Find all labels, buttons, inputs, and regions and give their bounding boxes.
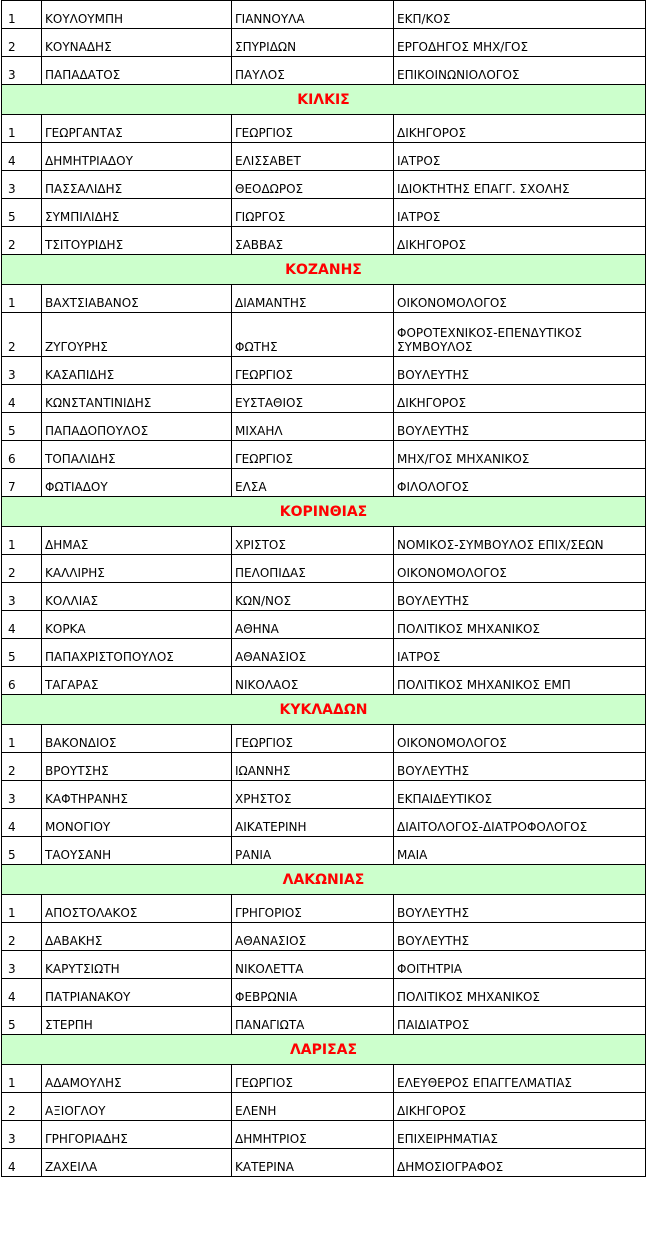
table-row [2,1,646,29]
table-row [2,413,646,441]
surname-cell: ΓΕΩΡΓΑΝΤΑΣ [42,115,232,143]
table-row [2,1007,646,1035]
table-row [2,895,646,923]
first-name-cell: ΧΡΗΣΤΟΣ [232,781,394,809]
occupation-cell: ΙΑΤΡΟΣ [394,639,646,667]
occupation-cell: ΙΑΤΡΟΣ [394,199,646,227]
first-name-cell: ΜΙΧΑΗΛ [232,413,394,441]
occupation-cell: ΠΟΛΙΤΙΚΟΣ ΜΗΧΑΝΙΚΟΣ ΕΜΠ [394,667,646,695]
table-row [2,639,646,667]
section-title: ΛΑΡΙΣΑΣ [2,1035,646,1065]
surname-cell: ΜΟΝΟΓΙΟΥ [42,809,232,837]
first-name-cell: ΚΑΤΕΡΙΝΑ [232,1149,394,1177]
table-row [2,725,646,753]
table-row [2,171,646,199]
row-number: 5 [2,413,42,441]
table-row [2,979,646,1007]
section-title: ΚΙΛΚΙΣ [2,85,646,115]
row-number: 6 [2,441,42,469]
occupation-cell: ΟΙΚΟΝΟΜΟΛΟΓΟΣ [394,555,646,583]
row-number: 2 [2,313,42,357]
occupation-cell: ΙΑΤΡΟΣ [394,143,646,171]
surname-cell: ΔΑΒΑΚΗΣ [42,923,232,951]
first-name-cell: ΦΕΒΡΩΝΙΑ [232,979,394,1007]
surname-cell: ΚΩΝΣΤΑΝΤΙΝΙΔΗΣ [42,385,232,413]
first-name-cell: ΘΕΟΔΩΡΟΣ [232,171,394,199]
table-row [2,227,646,255]
first-name-cell: ΑΘΗΝΑ [232,611,394,639]
row-number: 2 [2,227,42,255]
row-number: 2 [2,555,42,583]
first-name-cell: ΓΕΩΡΓΙΟΣ [232,725,394,753]
first-name-cell: ΑΙΚΑΤΕΡΙΝΗ [232,809,394,837]
surname-cell: ΚΑΛΛΙΡΗΣ [42,555,232,583]
first-name-cell: ΓΕΩΡΓΙΟΣ [232,357,394,385]
section-header-row [2,255,646,285]
section-title: ΚΥΚΛΑΔΩΝ [2,695,646,725]
row-number: 5 [2,1007,42,1035]
occupation-cell: ΜΗΧ/ΓΟΣ ΜΗΧΑΝΙΚΟΣ [394,441,646,469]
row-number: 3 [2,171,42,199]
table-row [2,923,646,951]
table-row [2,143,646,171]
surname-cell: ΤΑΟΥΣΑΝΗ [42,837,232,865]
table-row [2,385,646,413]
row-number: 5 [2,199,42,227]
occupation-cell: ΕΛΕΥΘΕΡΟΣ ΕΠΑΓΓΕΛΜΑΤΙΑΣ [394,1065,646,1093]
occupation-cell: ΙΔΙΟΚΤΗΤΗΣ ΕΠΑΓΓ. ΣΧΟΛΗΣ [394,171,646,199]
table-row [2,115,646,143]
surname-cell: ΚΟΥΝΑΔΗΣ [42,29,232,57]
occupation-cell: ΔΙΚΗΓΟΡΟΣ [394,385,646,413]
surname-cell: ΓΡΗΓΟΡΙΑΔΗΣ [42,1121,232,1149]
row-number: 4 [2,385,42,413]
section-title: ΚΟΖΑΝΗΣ [2,255,646,285]
surname-cell: ΑΠΟΣΤΟΛΑΚΟΣ [42,895,232,923]
row-number: 3 [2,357,42,385]
row-number: 4 [2,979,42,1007]
table-row [2,781,646,809]
occupation-cell: ΟΙΚΟΝΟΜΟΛΟΓΟΣ [394,285,646,313]
surname-cell: ΚΑΡΥΤΣΙΩΤΗ [42,951,232,979]
row-number: 3 [2,57,42,85]
table-row [2,527,646,555]
row-number: 1 [2,1065,42,1093]
first-name-cell: ΕΛΕΝΗ [232,1093,394,1121]
section-header-row [2,695,646,725]
section-title: ΚΟΡΙΝΘΙΑΣ [2,497,646,527]
table-row [2,555,646,583]
surname-cell: ΣΤΕΡΠΗ [42,1007,232,1035]
table-row [2,837,646,865]
table-row [2,1093,646,1121]
row-number: 3 [2,781,42,809]
row-number: 1 [2,1,42,29]
row-number: 1 [2,527,42,555]
first-name-cell: ΝΙΚΟΛΕΤΤΑ [232,951,394,979]
table-row [2,667,646,695]
first-name-cell: ΠΑΥΛΟΣ [232,57,394,85]
occupation-cell: ΔΙΚΗΓΟΡΟΣ [394,115,646,143]
occupation-cell: ΜΑΙΑ [394,837,646,865]
row-number: 3 [2,583,42,611]
first-name-cell: ΠΑΝΑΓΙΩΤΑ [232,1007,394,1035]
first-name-cell: ΑΘΑΝΑΣΙΟΣ [232,923,394,951]
row-number: 7 [2,469,42,497]
first-name-cell: ΦΩΤΗΣ [232,313,394,357]
surname-cell: ΒΑΚΟΝΔΙΟΣ [42,725,232,753]
row-number: 4 [2,1149,42,1177]
first-name-cell: ΔΙΑΜΑΝΤΗΣ [232,285,394,313]
first-name-cell: ΡΑΝΙΑ [232,837,394,865]
occupation-cell: ΔΗΜΟΣΙΟΓΡΑΦΟΣ [394,1149,646,1177]
first-name-cell: ΓΡΗΓΟΡΙΟΣ [232,895,394,923]
table-row [2,1065,646,1093]
first-name-cell: ΕΥΣΤΑΘΙΟΣ [232,385,394,413]
surname-cell: ΑΔΑΜΟΥΛΗΣ [42,1065,232,1093]
occupation-cell: ΔΙΚΗΓΟΡΟΣ [394,227,646,255]
row-number: 6 [2,667,42,695]
first-name-cell: ΣΠΥΡΙΔΩΝ [232,29,394,57]
surname-cell: ΠΑΠΑΔΑΤΟΣ [42,57,232,85]
table-row [2,1121,646,1149]
row-number: 5 [2,639,42,667]
surname-cell: ΠΑΣΣΑΛΙΔΗΣ [42,171,232,199]
surname-cell: ΠΑΤΡΙΑΝΑΚΟΥ [42,979,232,1007]
table-row [2,611,646,639]
first-name-cell: ΓΕΩΡΓΙΟΣ [232,1065,394,1093]
surname-cell: ΒΡΟΥΤΣΗΣ [42,753,232,781]
first-name-cell: ΔΗΜΗΤΡΙΟΣ [232,1121,394,1149]
occupation-cell: ΕΚΠΑΙΔΕΥΤΙΚΟΣ [394,781,646,809]
surname-cell: ΑΞΙΟΓΛΟΥ [42,1093,232,1121]
first-name-cell: ΓΙΩΡΓΟΣ [232,199,394,227]
first-name-cell: ΕΛΣΑ [232,469,394,497]
section-header-row [2,85,646,115]
surname-cell: ΚΟΛΛΙΑΣ [42,583,232,611]
row-number: 1 [2,895,42,923]
surname-cell: ΠΑΠΑΔΟΠΟΥΛΟΣ [42,413,232,441]
surname-cell: ΖΑΧΕΙΛΑ [42,1149,232,1177]
surname-cell: ΤΟΠΑΛΙΔΗΣ [42,441,232,469]
first-name-cell: ΠΕΛΟΠΙΔΑΣ [232,555,394,583]
occupation-cell: ΠΟΛΙΤΙΚΟΣ ΜΗΧΑΝΙΚΟΣ [394,979,646,1007]
section-header-row [2,1035,646,1065]
surname-cell: ΚΟΥΛΟΥΜΠΗ [42,1,232,29]
first-name-cell: ΑΘΑΝΑΣΙΟΣ [232,639,394,667]
row-number: 2 [2,753,42,781]
first-name-cell: ΓΙΑΝΝΟΥΛΑ [232,1,394,29]
occupation-cell: ΔΙΑΙΤΟΛΟΓΟΣ-ΔΙΑΤΡΟΦΟΛΟΓΟΣ [394,809,646,837]
surname-cell: ΣΥΜΠΙΛΙΔΗΣ [42,199,232,227]
table-row [2,753,646,781]
candidates-table [1,0,646,1177]
first-name-cell: ΓΕΩΡΓΙΟΣ [232,115,394,143]
occupation-cell: ΒΟΥΛΕΥΤΗΣ [394,753,646,781]
surname-cell: ΚΑΣΑΠΙΔΗΣ [42,357,232,385]
surname-cell: ΚΑΦΤΗΡΑΝΗΣ [42,781,232,809]
row-number: 1 [2,285,42,313]
first-name-cell: ΣΑΒΒΑΣ [232,227,394,255]
candidates-table-body [2,1,646,1177]
surname-cell: ΒΑΧΤΣΙΑΒΑΝΟΣ [42,285,232,313]
surname-cell: ΤΣΙΤΟΥΡΙΔΗΣ [42,227,232,255]
occupation-cell: ΕΠΙΧΕΙΡΗΜΑΤΙΑΣ [394,1121,646,1149]
table-row [2,469,646,497]
table-row [2,57,646,85]
first-name-cell: ΕΛΙΣΣΑΒΕΤ [232,143,394,171]
section-title: ΛΑΚΩΝΙΑΣ [2,865,646,895]
table-row [2,313,646,357]
occupation-cell: ΦΟΡΟΤΕΧΝΙΚΟΣ-ΕΠΕΝΔΥΤΙΚΟΣ ΣΥΜΒΟΥΛΟΣ [394,313,646,357]
table-row [2,29,646,57]
row-number: 4 [2,809,42,837]
occupation-cell: ΒΟΥΛΕΥΤΗΣ [394,583,646,611]
section-header-row [2,497,646,527]
surname-cell: ΦΩΤΙΑΔΟΥ [42,469,232,497]
table-row [2,199,646,227]
surname-cell: ΚΟΡΚΑ [42,611,232,639]
row-number: 4 [2,611,42,639]
section-header-row [2,865,646,895]
occupation-cell: ΝΟΜΙΚΟΣ-ΣΥΜΒΟΥΛΟΣ ΕΠΙΧ/ΣΕΩΝ [394,527,646,555]
table-row [2,809,646,837]
occupation-cell: ΒΟΥΛΕΥΤΗΣ [394,413,646,441]
first-name-cell: ΚΩΝ/ΝΟΣ [232,583,394,611]
occupation-cell: ΒΟΥΛΕΥΤΗΣ [394,357,646,385]
first-name-cell: ΓΕΩΡΓΙΟΣ [232,441,394,469]
table-row [2,1149,646,1177]
table-row [2,951,646,979]
table-row [2,357,646,385]
occupation-cell: ΦΙΛΟΛΟΓΟΣ [394,469,646,497]
occupation-cell: ΕΚΠ/ΚΟΣ [394,1,646,29]
table-row [2,441,646,469]
row-number: 3 [2,951,42,979]
row-number: 5 [2,837,42,865]
surname-cell: ΔΗΜΗΤΡΙΑΔΟΥ [42,143,232,171]
row-number: 2 [2,923,42,951]
row-number: 2 [2,29,42,57]
surname-cell: ΔΗΜΑΣ [42,527,232,555]
occupation-cell: ΔΙΚΗΓΟΡΟΣ [394,1093,646,1121]
row-number: 1 [2,725,42,753]
occupation-cell: ΒΟΥΛΕΥΤΗΣ [394,895,646,923]
surname-cell: ΠΑΠΑΧΡΙΣΤΟΠΟΥΛΟΣ [42,639,232,667]
surname-cell: ΤΑΓΑΡΑΣ [42,667,232,695]
table-row [2,583,646,611]
row-number: 3 [2,1121,42,1149]
occupation-cell: ΠΟΛΙΤΙΚΟΣ ΜΗΧΑΝΙΚΟΣ [394,611,646,639]
first-name-cell: ΙΩΑΝΝΗΣ [232,753,394,781]
row-number: 4 [2,143,42,171]
occupation-cell: ΠΑΙΔΙΑΤΡΟΣ [394,1007,646,1035]
row-number: 1 [2,115,42,143]
occupation-cell: ΕΠΙΚΟΙΝΩΝΙΟΛΟΓΟΣ [394,57,646,85]
table-row [2,285,646,313]
occupation-cell: ΟΙΚΟΝΟΜΟΛΟΓΟΣ [394,725,646,753]
surname-cell: ΖΥΓΟΥΡΗΣ [42,313,232,357]
first-name-cell: ΧΡΙΣΤΟΣ [232,527,394,555]
occupation-cell: ΒΟΥΛΕΥΤΗΣ [394,923,646,951]
first-name-cell: ΝΙΚΟΛΑΟΣ [232,667,394,695]
occupation-cell: ΕΡΓΟΔΗΓΟΣ ΜΗΧ/ΓΟΣ [394,29,646,57]
occupation-cell: ΦΟΙΤΗΤΡΙΑ [394,951,646,979]
row-number: 2 [2,1093,42,1121]
